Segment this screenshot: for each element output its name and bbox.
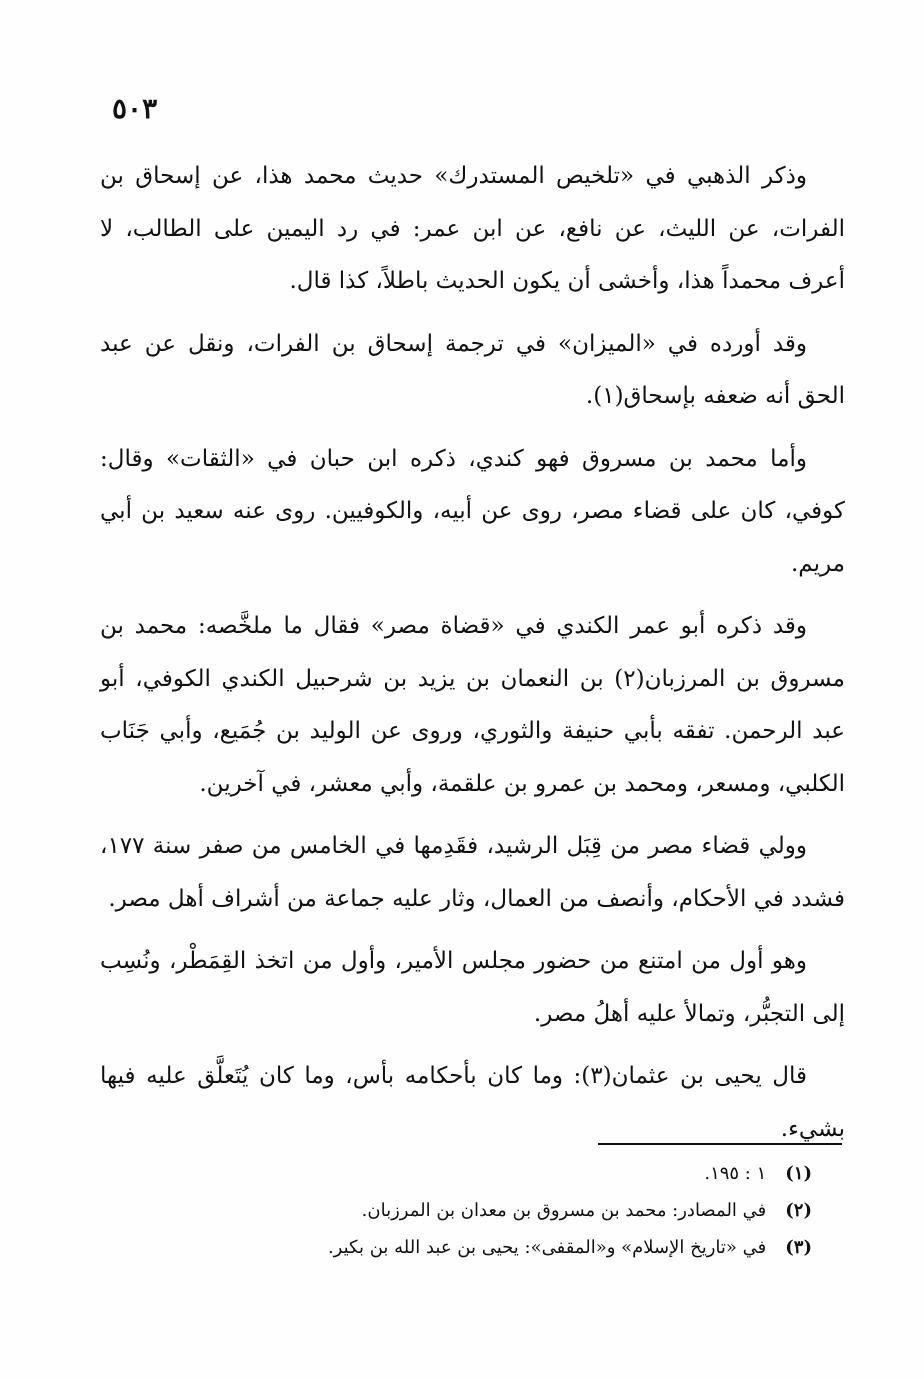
footnotes [100, 1155, 812, 1266]
footnote-text: ١ : ١٩٥. [704, 1163, 767, 1184]
main-text [100, 150, 845, 1165]
footnote-text: في المصادر: محمد بن مسروق بن معدان بن المرزبان. [361, 1200, 767, 1221]
paragraph: وذكر الذهبي في «تلخيص المستدرك» حديث محمد هذا، عن إسحاق بن الفرات، عن الليث، عن نافع، عن ابن عمر: في رد اليمين على الطالب، لا أعرف محمداً هذا، وأخشى أن يكون الحديث باطلاً، كذا قال. [100, 163, 845, 294]
footnote-number: (٢) [785, 1200, 812, 1221]
paragraph: وقد أورده في «الميزان» في ترجمة إسحاق بن الفرات، ونقل عن عبد الحق أنه ضعفه بإسحاق(١). [100, 330, 845, 409]
footnote [100, 1192, 812, 1229]
paragraph: وأما محمد بن مسروق فهو كندي، ذكره ابن حبان في «الثقات» وقال: كوفي، كان على قضاء مصر، روى عن أبيه، والكوفيين. روى عنه سعيد بن أبي مريم. [100, 445, 845, 577]
footnote-text: في «تاريخ الإسلام» و«المقفى»: يحيى بن عبد الله بن بكير. [327, 1237, 767, 1258]
footnote-number: (١) [785, 1163, 812, 1184]
paragraph: وقد ذكره أبو عمر الكندي في «قضاة مصر» فقال ما ملخَّصه: محمد بن مسروق بن المرزبان(٢) بن النعمان بن يزيد بن شرحبيل الكندي الكوفي، أبو عبد الرحمن. تفقه بأبي حنيفة والثوري، وروى عن الوليد بن جُمَيع، وأبي جَنَاب الكلبي، ومسعر، ومحمد بن عمرو بن علقمة، وأبي معشر، في آخرين. [100, 613, 845, 797]
paragraph: وهو أول من امتنع من حضور مجلس الأمير، وأول من اتخذ القِمَطْر، ونُسِب إلى التجبُّر، وتمالأ عليه أهلُ مصر. [100, 948, 845, 1027]
page-number: ٥٠٣ [112, 92, 158, 125]
paragraph: قال يحيى بن عثمان(٣): وما كان بأحكامه بأس، وما كان يُتَعلَّق عليه فيها بشيء. [100, 1063, 845, 1142]
footnote [100, 1229, 812, 1266]
footnote-separator [598, 1143, 842, 1145]
paragraph: وولي قضاء مصر من قِبَل الرشيد، فقَدِمها في الخامس من صفر سنة ١٧٧، فشدد في الأحكام، وأنصف من العمال، وثار عليه جماعة من أشراف أهل مصر. [100, 833, 845, 912]
footnote [100, 1155, 812, 1192]
footnote-number: (٣) [785, 1237, 812, 1258]
